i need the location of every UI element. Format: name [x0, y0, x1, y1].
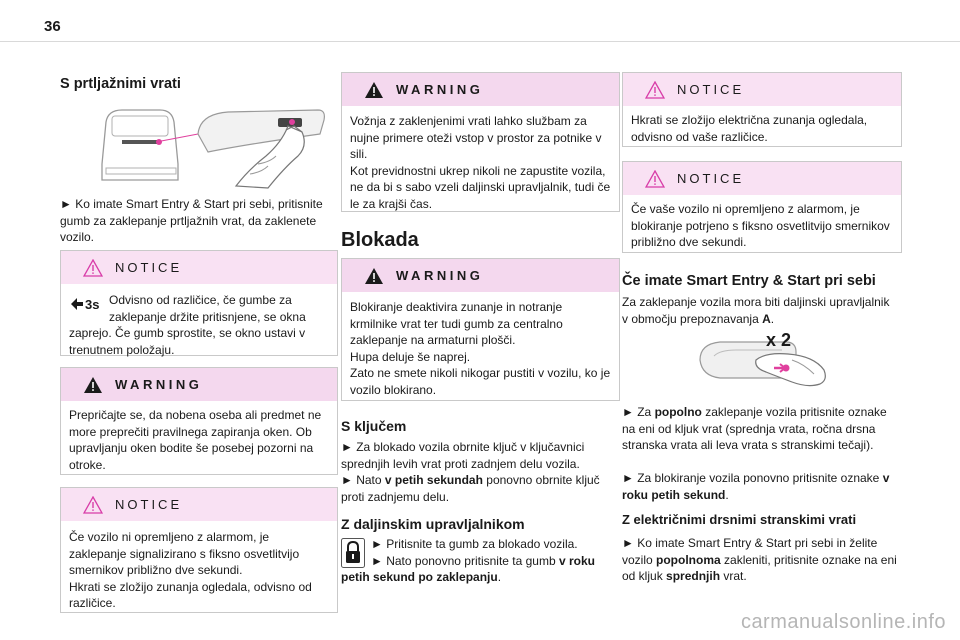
sliding-bold-1: popolnoma	[656, 552, 721, 567]
notice-box-windows	[60, 250, 338, 356]
warning-title: WARNING	[115, 377, 203, 392]
tailgate-instruction: ► Ko imate Smart Entry & Start pri sebi, pritisnite gumb za zaklepanje prtljažnih vrat, da zaklenete vozilo.	[60, 197, 323, 244]
notice-text-alarm: Če vozilo ni opremljeno z alarmom, je zaklepanje signalizirano s fiksno osvetlitvijo smernikov približno dve sekundi. Hkrati se zložijo zunanja ogledala, odvisno od različice.	[69, 530, 312, 610]
notice-header	[623, 162, 901, 195]
smart-entry-zone-label: A	[762, 311, 771, 326]
warning-header	[61, 368, 337, 401]
warning-text-locked-doors: Vožnja z zaklenjenimi vrati lahko službam za nujne primere oteži vstop v prostor za potnike v sili. Kot previdnostni ukrep nikoli ne zapustite vozila, ne da bi s sabo vzeli daljinski upravljalnik, tudi če le za krajši čas.	[350, 114, 611, 211]
notice-text-windows: Odvisno od različice, če gumbe za zaklepanje držite pritisnjene, se okna zaprejo. Če gumb sprostite, se okno ustavi v trenutnem položaju.	[69, 293, 306, 357]
notice-header	[623, 73, 901, 106]
smart-deadlock-bold: v roku petih sekund	[622, 471, 890, 502]
sliding-pre: ► Ko imate Smart Entry & Start pri sebi in želite vozilo	[622, 536, 878, 567]
remote-instructions	[341, 536, 617, 586]
notice-triangle-icon	[645, 81, 665, 99]
smart-lock-instruction	[622, 404, 900, 454]
smart-lock-pre: ► Za	[622, 405, 655, 419]
sliding-post: vrat.	[720, 569, 747, 583]
key-instruction-2-pre: ► Nato	[341, 473, 385, 487]
notice-box-alarm	[60, 487, 338, 613]
heading-s-kljucem: S ključem	[341, 418, 407, 434]
smart-entry-intro-pre: Za zaklepanje vozila mora biti daljinski upravljalnik v območju prepoznavanja	[622, 295, 890, 326]
remote-instruction-2-pre: ► Nato ponovno pritisnite ta gumb	[371, 553, 559, 568]
smart-entry-intro-post: .	[770, 311, 775, 326]
notice-triangle-icon	[83, 259, 103, 277]
notice-header	[61, 251, 337, 284]
hold-3s-icon	[69, 294, 103, 314]
warning-header	[342, 73, 619, 106]
remote-instruction-1: ► Pritisnite ta gumb za blokado vozila.	[371, 537, 578, 551]
notice-title: NOTICE	[115, 497, 183, 512]
remote-instruction-2-bold: v roku petih sekund po zaklepanju	[341, 553, 595, 584]
notice-triangle-icon	[83, 496, 103, 514]
smart-lock-post: zaklepanje vozila pritisnite oznake na eni od kljuk vrat (sprednja vrata, ročna drsna stranska vrata ali leva vrata s stranskimi tečaji).	[622, 405, 887, 452]
key-instruction-2-post: ponovno obrnite ključ proti zadnjemu delu.	[341, 473, 600, 504]
smart-deadlock-instruction	[622, 470, 900, 503]
notice-text-mirrors: Hkrati se zložijo električna zunanja ogledala, odvisno od vaše različice.	[631, 113, 868, 144]
warning-triangle-icon	[364, 81, 384, 99]
sliding-doors-instruction	[622, 535, 900, 585]
smart-deadlock-pre: ► Za blokiranje vozila ponovno pritisnite oznake	[622, 471, 883, 485]
smart-entry-intro	[622, 294, 898, 327]
warning-triangle-icon	[83, 376, 103, 394]
sliding-mid: zakleniti, pritisnite oznake na eni od kljuk	[622, 552, 897, 583]
remote-instruction-2-post: .	[497, 570, 502, 584]
remote-instruction-2	[341, 553, 617, 586]
warning-triangle-icon	[364, 267, 384, 285]
warning-box-windows	[60, 367, 338, 475]
notice-box-mirrors	[622, 72, 902, 147]
sliding-bold-2: sprednjih	[666, 569, 721, 583]
tailgate-drawing	[98, 104, 330, 190]
notice-text-deadlock-confirm: Če vaše vozilo ni opremljeno z alarmom, je blokiranje potrjeno s fiksno osvetlitvijo smernikov približno dve sekundi.	[631, 202, 890, 249]
heading-blokada: Blokada	[341, 229, 419, 251]
warning-box-deadlocking	[341, 258, 620, 401]
heading-smart-entry: Če imate Smart Entry & Start pri sebi	[622, 273, 876, 289]
watermark: carmanualsonline.info	[740, 611, 946, 633]
warning-title: WARNING	[396, 82, 484, 97]
header-divider	[0, 41, 960, 42]
key-instruction-2-bold: v petih sekundah	[384, 473, 483, 487]
notice-body	[61, 284, 337, 366]
smart-lock-bold: popolno	[654, 405, 702, 419]
key-instruction-2	[341, 472, 617, 505]
lock-button-icon	[341, 538, 365, 568]
warning-text-windows: Prepričajte se, da nobena oseba ali predmet ne more preprečiti pravilnega zapiranja oken. Ob upravljanju oken bodite še posebej pozorni na otroke.	[69, 408, 322, 472]
warning-header	[342, 259, 619, 292]
page-number: 36	[44, 18, 61, 35]
heading-daljinski: Z daljinskim upravljalnikom	[341, 516, 525, 532]
warning-box-locked-doors	[341, 72, 620, 212]
warning-text-deadlocking: Blokiranje deaktivira zunanje in notranje krmilnike vrat ter tudi gumb za centralno zaklepanje na armaturni plošči. Hupa deluje še naprej. Zato ne smete nikoli nikogar pustiti v vozilu, ko je vozilo blokirano.	[350, 300, 611, 397]
notice-header	[61, 488, 337, 521]
warning-title: WARNING	[396, 268, 484, 283]
heading-sliding-doors: Z električnimi drsnimi stranskimi vrati	[622, 512, 857, 527]
notice-title: NOTICE	[115, 260, 183, 275]
key-instruction-1: ► Za blokado vozila obrnite ključ v ključavnici sprednjih levih vrat proti zadnjem delu vozila.	[341, 440, 585, 471]
tailgate-illustration	[98, 104, 330, 190]
svg-text:3s: 3s	[85, 297, 100, 312]
notice-triangle-icon	[645, 170, 665, 188]
double-press-label: x 2	[766, 330, 792, 350]
notice-title: NOTICE	[677, 82, 745, 97]
smart-deadlock-post: .	[725, 487, 729, 502]
door-handle-illustration	[696, 330, 836, 392]
heading-prtljazna-vrata: S prtljažnimi vrati	[60, 76, 181, 92]
notice-title: NOTICE	[677, 171, 745, 186]
notice-box-deadlock-confirm	[622, 161, 902, 253]
